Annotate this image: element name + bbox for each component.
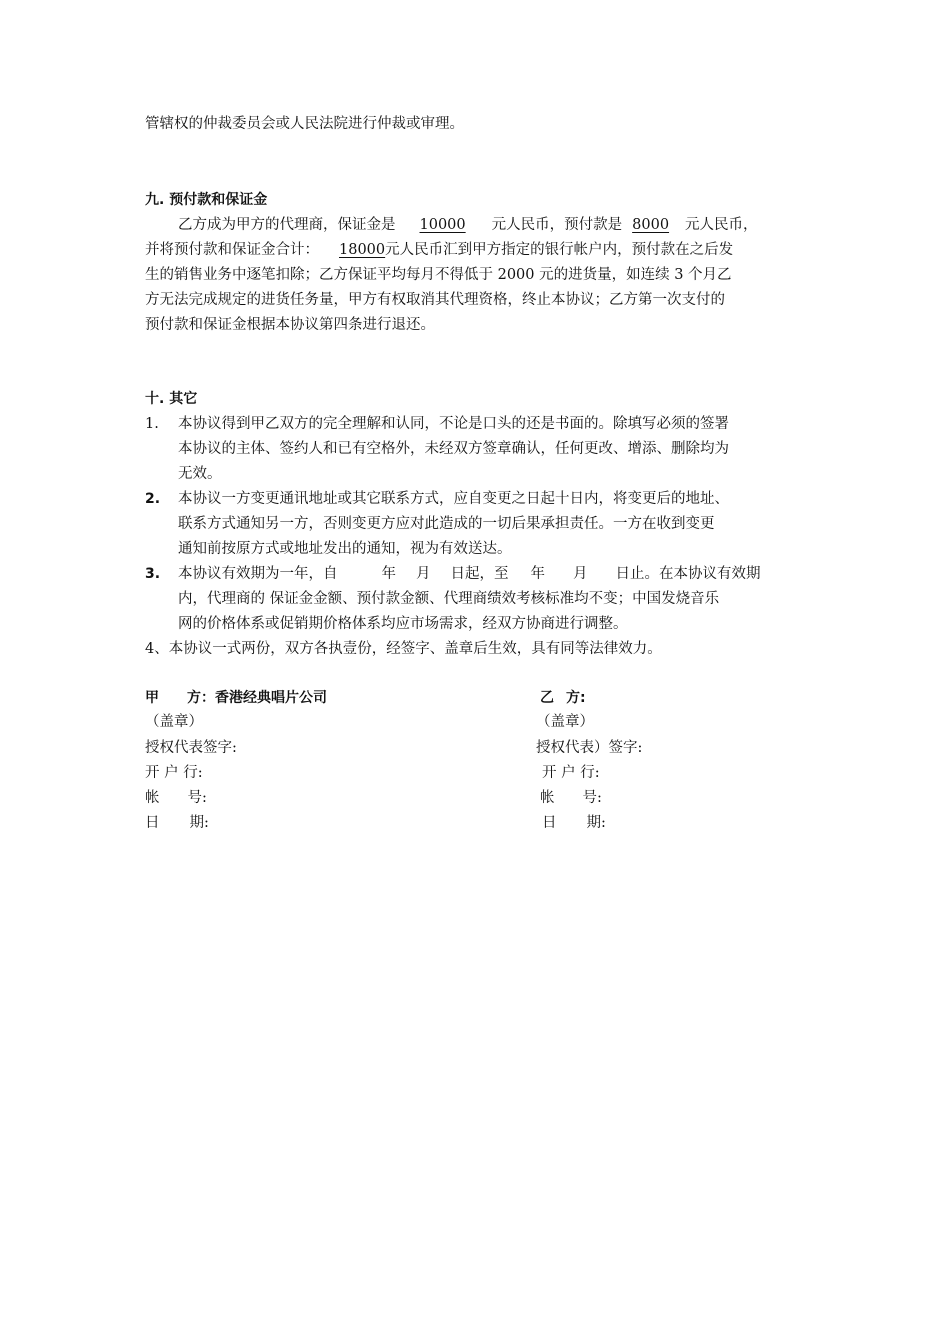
party-a-name: 香港经典唱片公司 [215,690,327,706]
item-3-number: 3. [145,566,161,582]
intro-tail-text: 管辖权的仲裁委员会或人民法院进行仲裁或审理。 [145,116,464,132]
party-a-account: 帐 号: [145,790,207,806]
section-10-heading: 十. 其它 [145,391,198,407]
item-1-line-1: 本协议得到甲乙双方的完全理解和认同，不论是口头的还是书面的。除填写必须的签署 [178,416,729,432]
party-a-seal: （盖章） [145,714,203,730]
party-a-bank: 开 户 行: [145,765,203,781]
item-2-number: 2. [145,491,161,507]
item-2-line-1: 本协议一方变更通讯地址或其它联系方式，应自变更之日起十日内，将变更后的地址、 [178,491,729,507]
section-9-heading: 九. 预付款和保证金 [145,192,268,208]
section-9-line-1 [178,213,758,237]
section-9-line-2 [145,238,733,262]
section-9-line-3: 生的销售业务中逐笔扣除；乙方保证平均每月不得低于 2000 元的进货量，如连续 3 个月乙 [145,267,732,283]
item-3-line-3: 网的价格体系或促销期价格体系均应市场需求，经双方协商进行调整。 [178,616,628,632]
party-a-rep-signature: 授权代表签字: [145,740,237,756]
item-2-line-3: 通知前按原方式或地址发出的通知，视为有效送达。 [178,541,512,557]
deposit-amount: 10000 [419,217,466,233]
item-3-line-2: 内，代理商的 保证金金额、预付款金额、代理商绩效考核标准均不变；中国发烧音乐 [178,591,720,607]
prepay-amount: 8000 [632,217,670,233]
item-1-line-3: 无效。 [178,466,222,482]
party-b-bank: 开 户 行: [542,765,600,781]
section-9-line-5: 预付款和保证金根据本协议第四条进行退还。 [145,317,435,333]
item-4-text: 4、本协议一式两份，双方各执壹份，经签字、盖章后生效，具有同等法律效力。 [145,641,662,657]
item-1-line-2: 本协议的主体、签约人和已有空格外，未经双方签章确认，任何更改、增添、删除均为 [178,441,729,457]
section-9-text: 元人民币汇到甲方指定的银行帐户内，预付款在之后发 [385,242,734,258]
party-b-heading: 乙 方: [540,690,586,706]
section-9-text: 并将预付款和保证金合计： [145,242,319,258]
party-a-heading: 甲 方：香港经典唱片公司 [145,690,327,706]
party-b-rep-signature: 授权代表）签字: [536,740,643,756]
item-2-line-2: 联系方式通知另一方，否则变更方应对此造成的一切后果承担责任。一方在收到变更 [178,516,715,532]
party-b-account: 帐 号: [540,790,602,806]
section-9-text: 元人民币，预付款是 [491,217,623,233]
party-a-date: 日 期: [145,815,209,831]
party-b-seal: （盖章） [536,714,594,730]
section-9-text: 乙方成为甲方的代理商，保证金是 [178,217,396,233]
section-9-line-4: 方无法完成规定的进货任务量，甲方有权取消其代理资格，终止本协议；乙方第一次支付的 [145,292,725,308]
item-3-line-1: 本协议有效期为一年，自 年 月 日起，至 年 月 日止。在本协议有效期 [178,566,761,582]
party-b-date: 日 期: [542,815,606,831]
item-1-number: 1. [145,416,159,432]
section-9-text: 元人民币， [685,217,758,233]
total-amount: 18000 [339,242,386,258]
